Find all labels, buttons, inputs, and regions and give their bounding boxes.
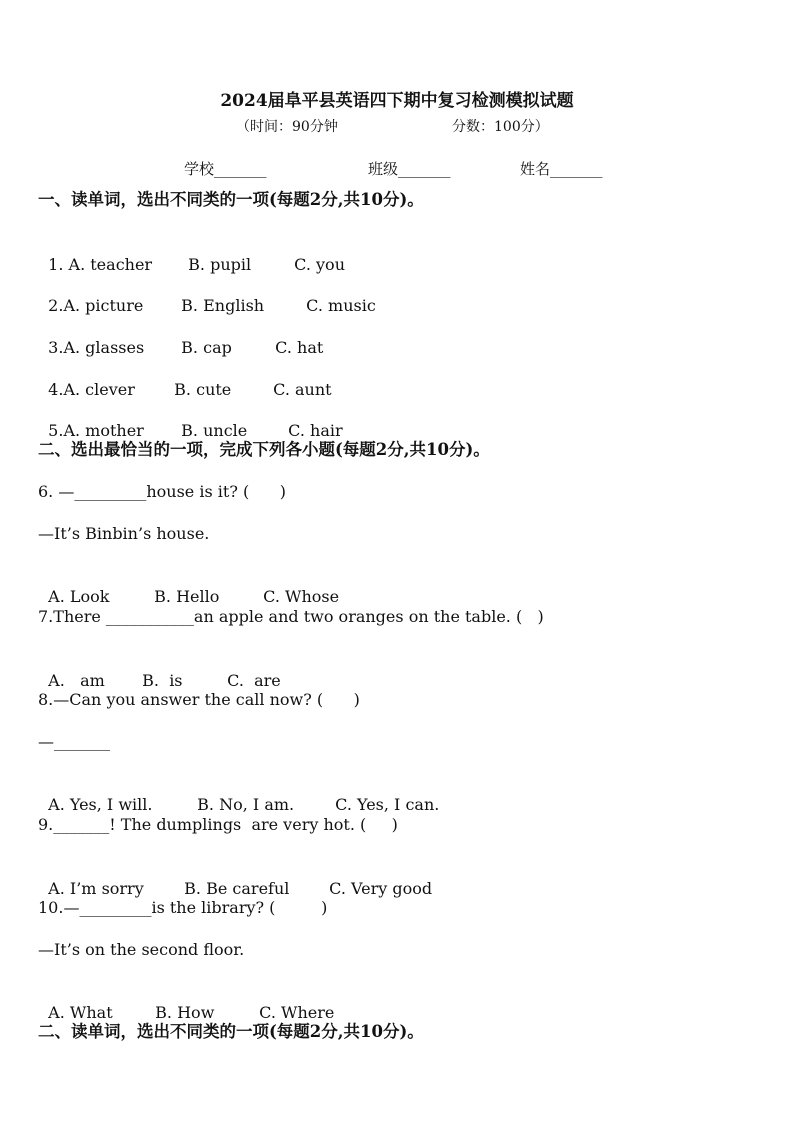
option-c[interactable]: C. hat [275, 338, 324, 357]
question-6-options [38, 564, 339, 608]
option-b[interactable]: B. cap [181, 338, 232, 357]
exam-score: 分数：100分） [452, 119, 549, 135]
option-b[interactable]: B. cute [174, 380, 232, 399]
school-field[interactable]: 学校_______ [184, 160, 267, 178]
option-c[interactable]: C. Very good [329, 879, 433, 898]
question-6-reply: —It’s Binbin’s house. [38, 524, 210, 543]
question-10-stem: 10.—_________is the library? ( ) [38, 898, 328, 917]
question-8-reply: —_______ [38, 732, 110, 751]
option-a[interactable]: A. am [48, 671, 105, 690]
question-8-options [38, 772, 439, 816]
option-a[interactable]: A. I’m sorry [48, 879, 144, 898]
option-b[interactable]: B. pupil [188, 255, 252, 274]
option-b[interactable]: B. Be careful [184, 879, 290, 898]
question-3 [38, 315, 323, 359]
option-b[interactable]: B. How [155, 1003, 215, 1022]
option-a[interactable]: 3.A. glasses [48, 338, 145, 357]
option-a[interactable]: A. Look [48, 587, 110, 606]
option-b[interactable]: B. English [181, 296, 265, 315]
option-c[interactable]: C. hair [288, 421, 343, 440]
section-1-heading: 一、读单词，选出不同类的一项(每题2分,共10分)。 [38, 190, 424, 209]
option-a[interactable]: A. Yes, I will. [48, 795, 153, 814]
option-c[interactable]: C. Where [259, 1003, 335, 1022]
option-c[interactable]: C. are [227, 671, 281, 690]
exam-time: （时间：90分钟 [236, 119, 338, 135]
question-1 [38, 232, 345, 276]
question-9-options [38, 856, 432, 900]
option-a[interactable]: 4.A. clever [48, 380, 135, 399]
name-field[interactable]: 姓名_______ [520, 160, 603, 178]
section-3-heading: 二、读单词，选出不同类的一项(每题2分,共10分)。 [38, 1022, 424, 1041]
question-10-reply: —It’s on the second floor. [38, 940, 245, 959]
option-c[interactable]: C. aunt [273, 380, 332, 399]
question-2 [38, 273, 376, 317]
question-5 [38, 398, 343, 442]
question-6-stem: 6. —_________house is it? ( ) [38, 482, 286, 501]
option-c[interactable]: C. Yes, I can. [335, 795, 440, 814]
option-b[interactable]: B. is [142, 671, 183, 690]
option-c[interactable]: C. Whose [263, 587, 340, 606]
question-4 [38, 357, 332, 401]
option-b[interactable]: B. No, I am. [197, 795, 295, 814]
option-a[interactable]: 2.A. picture [48, 296, 144, 315]
question-8-stem: 8.—Can you answer the call now? ( ) [38, 690, 360, 709]
option-b[interactable]: B. uncle [181, 421, 248, 440]
question-9-stem: 9._______! The dumplings are very hot. ( ) [38, 815, 398, 834]
section-2-heading: 二、选出最恰当的一项，完成下列各小题(每题2分,共10分)。 [38, 440, 490, 459]
option-c[interactable]: C. music [306, 296, 376, 315]
option-c[interactable]: C. you [294, 255, 345, 274]
page-title: 2024届阜平县英语四下期中复习检测模拟试题 [220, 91, 574, 111]
class-field[interactable]: 班级_______ [368, 160, 451, 178]
option-a[interactable]: 5.A. mother [48, 421, 144, 440]
option-b[interactable]: B. Hello [154, 587, 220, 606]
question-7-options [38, 648, 281, 692]
option-a[interactable]: A. What [48, 1003, 113, 1022]
option-a[interactable]: 1. A. teacher [48, 255, 153, 274]
question-7-stem: 7.There ___________an apple and two oranges on the table. ( ) [38, 607, 544, 626]
question-10-options [38, 980, 334, 1024]
